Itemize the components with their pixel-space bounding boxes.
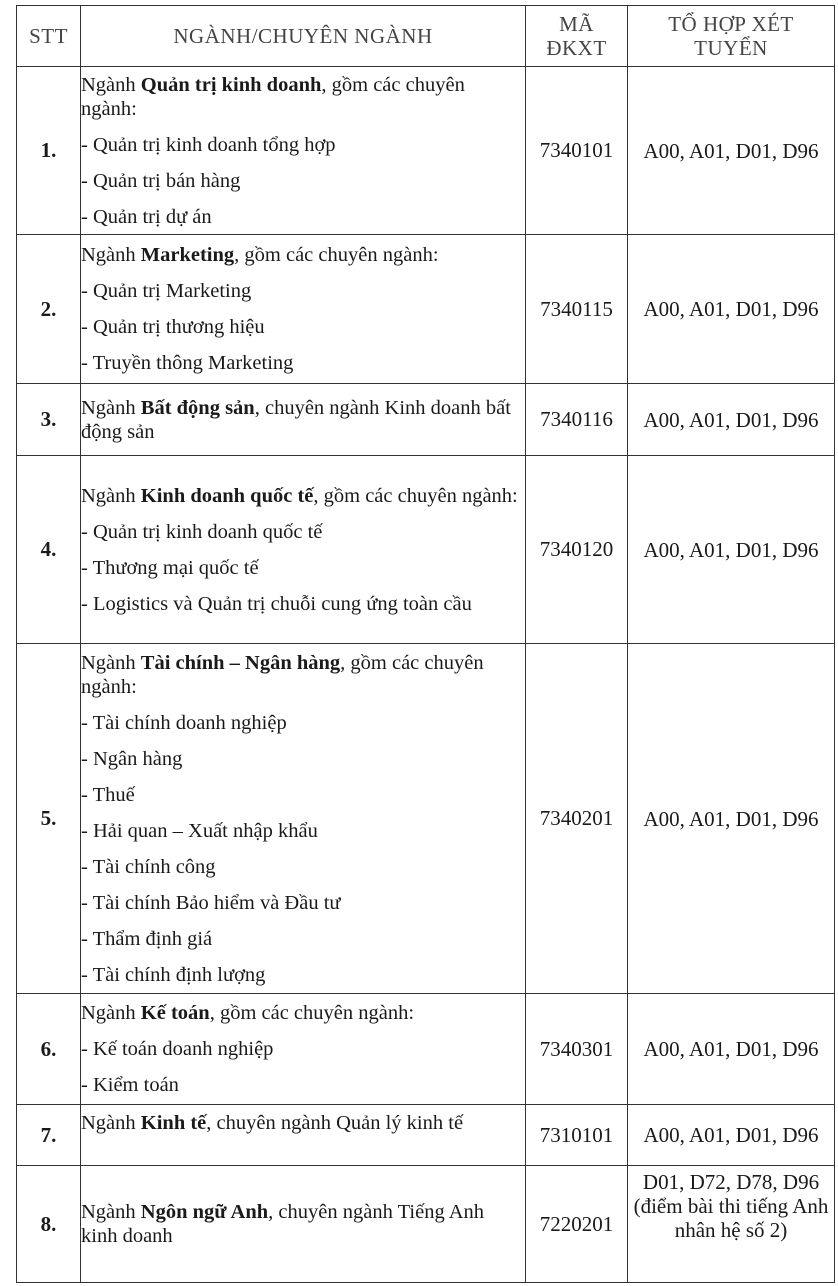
specialization-item: - Quản trị kinh doanh quốc tế [81,520,323,543]
major-prefix: Ngành [81,73,141,96]
row-number: 2. [17,235,81,384]
specialization-item: - Quản trị thương hiệu [81,316,265,338]
admissions-table [16,5,835,1283]
subject-combination: D01, D72, D78, D96 (điểm bài thi tiếng Anh nhân hệ số 2) [628,1166,835,1283]
specialization-item: - Quản trị dự án [81,205,212,228]
major-title [81,1200,525,1248]
table-row [17,644,835,994]
table-row [17,67,835,235]
specialization-item: - Hải quan – Xuất nhập khẩu [81,819,318,842]
specialization-item: - Logistics và Quản trị chuỗi cung ứng toàn cầu [81,592,472,615]
major-title [81,1111,525,1135]
major-cell [81,644,526,994]
specialization-item: - Ngân hàng [81,747,183,770]
specialization-item: - Tài chính định lượng [81,963,266,986]
admission-code: 7340101 [526,67,628,235]
major-suffix: , gồm các chuyên ngành: [81,73,465,120]
major-cell [81,1166,526,1283]
specialization-item: - Quản trị bán hàng [81,169,241,192]
major-cell [81,384,526,456]
row-number: 5. [17,644,81,994]
major-prefix: Ngành [81,1112,141,1134]
major-name: Tài chính – Ngân hàng [140,651,341,674]
major-title [81,1001,525,1025]
major-cell [81,456,526,644]
major-name: Kinh doanh quốc tế [140,484,314,507]
row-number: 7. [17,1105,81,1166]
specialization-item: - Thương mại quốc tế [81,556,259,579]
major-prefix: Ngành [81,651,141,674]
admission-code: 7220201 [526,1166,628,1283]
table-row [17,1166,835,1283]
major-title [81,651,525,699]
major-prefix: Ngành [81,484,141,507]
major-name: Marketing [140,244,235,266]
major-prefix: Ngành [81,1002,141,1024]
major-title [81,396,525,444]
specialization-item: - Kế toán doanh nghiệp [81,1038,274,1060]
row-number: 1. [17,67,81,235]
specialization-item: - Tài chính doanh nghiệp [81,711,287,734]
major-suffix: , gồm các chuyên ngành: [234,244,439,266]
major-name: Bất động sản [140,396,255,419]
table-row [17,1105,835,1166]
admission-code: 7340120 [526,456,628,644]
specialization-item: - Kiểm toán [81,1074,179,1096]
subject-combination: A00, A01, D01, D96 [628,994,835,1105]
admission-code: 7340201 [526,644,628,994]
table-row [17,456,835,644]
table-row [17,994,835,1105]
header-code: MÃ ĐKXT [526,6,628,67]
major-prefix: Ngành [81,244,141,266]
specialization-item: - Quản trị Marketing [81,280,252,302]
specialization-item: - Tài chính Bảo hiểm và Đầu tư [81,891,341,914]
major-title [81,243,525,267]
row-number: 3. [17,384,81,456]
major-name: Quản trị kinh doanh [140,73,322,96]
major-suffix: , gồm các chuyên ngành: [81,651,484,698]
specialization-item: - Truyền thông Marketing [81,352,294,374]
major-suffix: , chuyên ngành Tiếng Anh kinh doanh [81,1201,484,1247]
admission-code: 7340301 [526,994,628,1105]
row-number: 8. [17,1166,81,1283]
admission-code: 7340115 [526,235,628,384]
table-row [17,235,835,384]
subject-combination: A00, A01, D01, D96 [628,67,835,235]
admission-code: 7340116 [526,384,628,456]
major-prefix: Ngành [81,396,141,419]
major-suffix: , gồm các chuyên ngành: [313,484,518,507]
major-cell [81,994,526,1105]
specialization-item: - Thẩm định giá [81,927,213,950]
admission-code: 7310101 [526,1105,628,1166]
major-cell [81,235,526,384]
major-name: Kế toán [140,1002,210,1024]
subject-combination: A00, A01, D01, D96 [628,644,835,994]
subject-combination: A00, A01, D01, D96 [628,1105,835,1166]
major-title [81,73,525,121]
subject-combination: A00, A01, D01, D96 [628,456,835,644]
subject-combination: A00, A01, D01, D96 [628,384,835,456]
specialization-item: - Quản trị kinh doanh tổng hợp [81,133,336,156]
major-suffix: , gồm các chuyên ngành: [209,1002,415,1024]
row-number: 6. [17,994,81,1105]
header-row [17,6,835,67]
subject-combination: A00, A01, D01, D96 [628,235,835,384]
header-stt: STT [17,6,81,67]
row-number: 4. [17,456,81,644]
major-cell [81,1105,526,1166]
major-suffix: , chuyên ngành Quản lý kinh tế [206,1112,464,1134]
specialization-item: - Thuế [81,783,135,806]
major-cell [81,67,526,235]
header-combo: TỔ HỢP XÉT TUYỂN [628,6,835,67]
header-major: NGÀNH/CHUYÊN NGÀNH [81,6,526,67]
major-suffix: , chuyên ngành Kinh doanh bất động sản [81,396,511,443]
major-title [81,484,525,508]
major-name: Ngôn ngữ Anh [140,1201,269,1223]
major-prefix: Ngành [81,1201,141,1223]
specialization-item: - Tài chính công [81,855,216,878]
table-row [17,384,835,456]
major-name: Kinh tế [140,1112,207,1134]
